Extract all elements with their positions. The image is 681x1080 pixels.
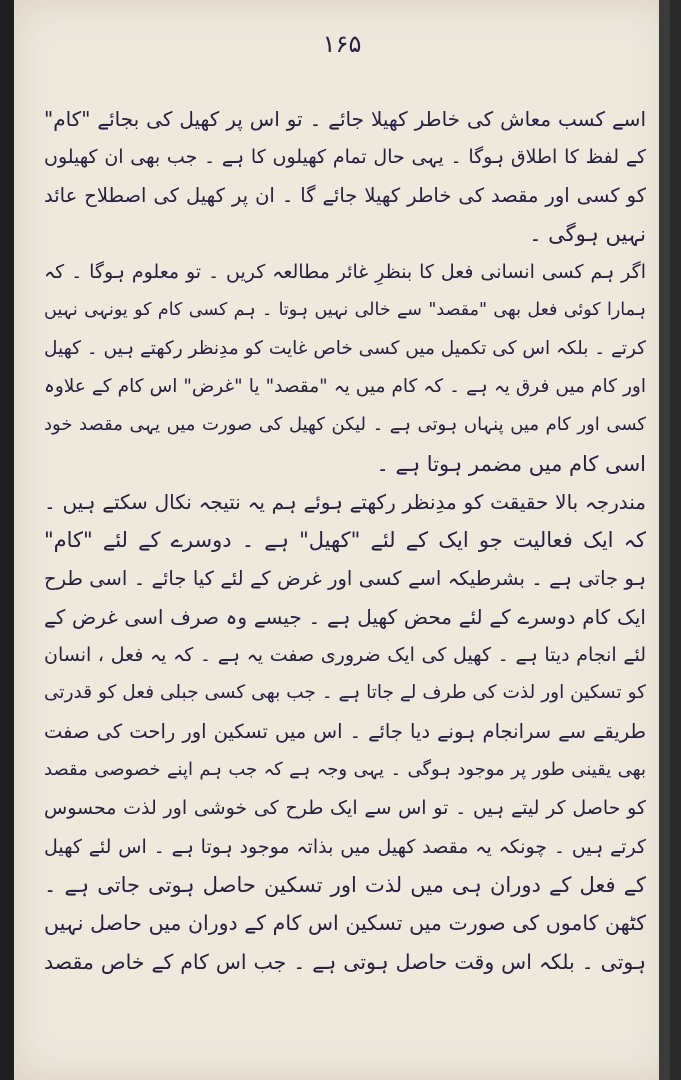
text-line: بھی یقینی طور پر موجود ہوگی ۔ یہی وجہ ہے کہ جب ہم اپنے خصوصی مقصد [44,759,646,781]
page-right-edge [659,0,670,1080]
text-line: اسے کسب معاش کی خاطر کھیلا جائے ۔ تو اس پر کھیل کی بجائے "کام" [44,107,646,131]
text-line: اسی کام میں مضمر ہوتا ہے ۔ [376,451,646,476]
text-line: کٹھن کاموں کی صورت میں تسکین اس کام کے دوران میں حاصل نہیں [44,911,646,936]
text-line: اگر ہم کسی انسانی فعل کا بنظرِ غائر مطالعہ کریں ۔ تو معلوم ہوگا ۔ کہ [44,261,646,284]
text-line: ہوتی ۔ بلکہ اس وقت حاصل ہوتی ہے ۔ جب اس کام کے خاص مقصد [44,949,646,974]
text-line: کے لفظ کا اطلاق ہوگا ۔ یہی حال تمام کھیلوں کا ہے ۔ جب بھی ان کھیلوں [44,146,646,169]
text-line: کسی اور کام میں پنہاں ہوتی ہے ۔ لیکن کھیل کی صورت میں یہی مقصد خود [44,414,646,436]
text-line: طریقے سے سرانجام ہونے دیا جائے ۔ اس میں تسکین اور راحت کی صفت [44,719,646,743]
body-text [44,100,646,981]
text-line: کو تسکین اور لذت کی طرف لے جاتا ہے ۔ جب بھی کسی جبلی فعل کو قدرتی [44,682,646,704]
book-page [14,0,670,1080]
text-line: ایک کام دوسرے کے لئے محض کھیل ہے ۔ جیسے وہ صرف اسی غرض کے [44,604,646,629]
page-number: ۱۶۵ [322,30,362,58]
text-line: کو حاصل کر لیتے ہیں ۔ تو اس سے ایک طرح کی خوشی اور لذت محسوس [44,797,646,820]
text-line: کہ ایک فعالیت جو ایک کے لئے "کھیل" ہے ۔ دوسرے کے لئے "کام" [44,528,646,553]
text-line: نہیں ہوگی ۔ [529,221,646,246]
text-line: کرتے ہیں ۔ چونکہ یہ مقصد کھیل میں بذاتہ موجود ہوتا ہے ۔ اس لئے کھیل [44,835,646,858]
book-binding-edge [0,0,14,1080]
text-line: لئے انجام دیتا ہے ۔ کھیل کی ایک ضروری صفت یہ ہے ۔ کہ یہ فعل ، انسان [44,644,646,667]
text-line: کرتے ۔ بلکہ اس کی تکمیل میں کسی خاص غایت کو مدِنظر رکھتے ہیں ۔ کھیل [44,337,646,359]
text-line: ہمارا کوئی فعل بھی "مقصد" سے خالی نہیں ہوتا ۔ ہم کسی کام کو یونہی نہیں [44,300,646,321]
text-line: اور کام میں فرق یہ ہے ۔ کہ کام میں یہ "مقصد" یا "غرض" اس کام کے علاوہ [44,376,646,398]
text-line: کو کسی اور مقصد کی خاطر کھیلا جائے گا ۔ ان پر کھیل کی اصطلاح عائد [44,183,646,207]
text-line: مندرجہ بالا حقیقت کو مدِنظر رکھتے ہوئے ہم یہ نتیجہ نکال سکتے ہیں ۔ [44,489,646,514]
text-line: کے فعل کے دوران ہی میں لذت اور تسکین حاصل ہوتی جاتی ہے ۔ [44,872,646,897]
text-line: ہو جاتی ہے ۔ بشرطیکہ اسے کسی اور غرض کے لئے کیا جائے ۔ اسی طرح [44,566,646,590]
